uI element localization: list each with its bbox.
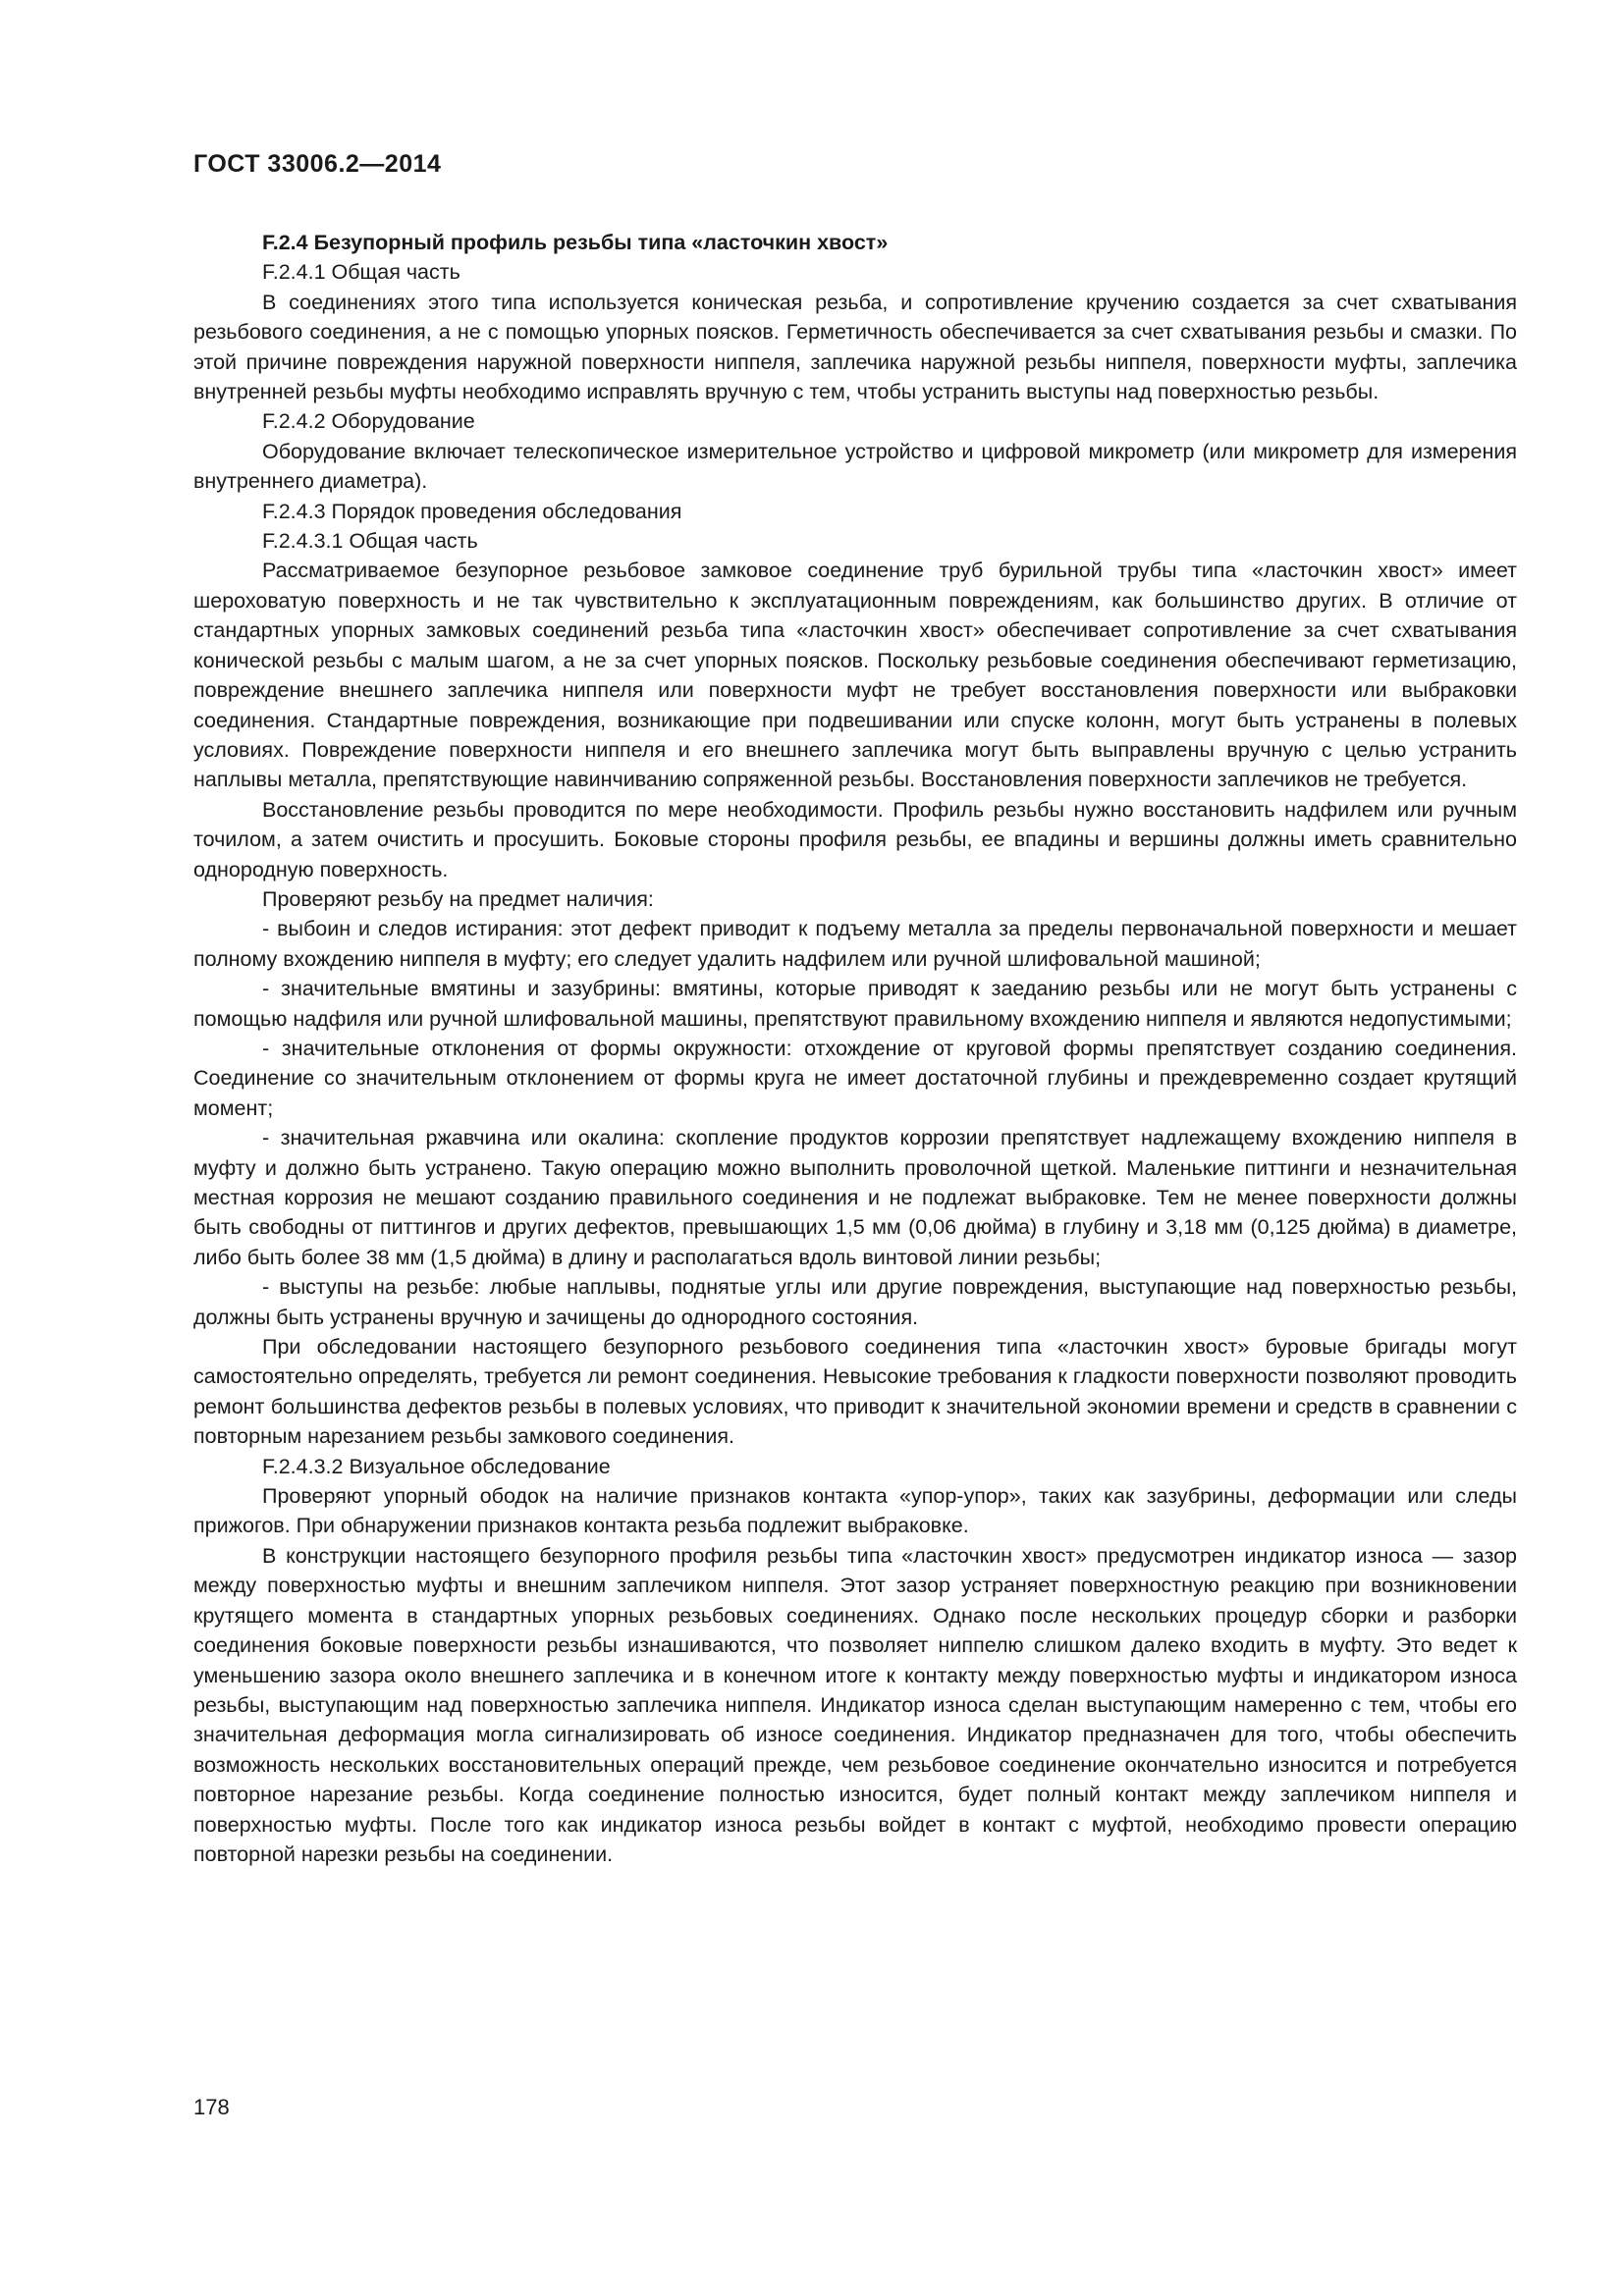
subsection-heading: F.2.4.3.2 Визуальное обследование xyxy=(262,1454,611,1478)
paragraph: Восстановление резьбы проводится по мере необходимости. Профиль резьбы нужно восстановить надфилем или ручным точилом, а затем очистить и просушить. Боковые стороны профиля резьбы, ее впадины и вершины должны иметь сравнительно однородную поверхность. xyxy=(193,797,1517,881)
paragraph: При обследовании настоящего безупорного резьбового соединения типа «ласточкин хвост» буровые бригады могут самостоятельно определять, требуется ли ремонт соединения. Невысокие требования к гладкости поверхности позволяют проводить ремонт большинства дефектов резьбы в полевых условиях, что приводит к значительной экономии времени и средств в сравнении с повторным нарезанием резьбы замкового соединения. xyxy=(193,1335,1517,1449)
paragraph: Оборудование включает телескопическое измерительное устройство и цифровой микрометр (или микрометр для измерения внутреннего диаметра). xyxy=(193,439,1517,494)
list-item: - значительная ржавчина или окалина: скопление продуктов коррозии препятствует надлежащему вхождению ниппеля в муфту и должно быть устранено. Такую операцию можно выполнить проволочной щеткой. Маленькие питтинги и незначительная местная коррозия не мешают созданию правильного соединения и не подлежат выбраковке. Тем не менее поверхности должны быть свободны от питтингов и других дефектов, превышающих 1,5 мм (0,06 дюйма) в глубину и 3,18 мм (0,125 дюйма) в диаметре, либо быть более 38 мм (1,5 дюйма) в длину и располагаться вдоль винтовой линии резьбы; xyxy=(193,1126,1517,1269)
paragraph: В конструкции настоящего безупорного профиля резьбы типа «ласточкин хвост» предусмотрен индикатор износа — зазор между поверхностью муфты и внешним заплечиком ниппеля. Этот зазор устраняет поверхностную реакцию при возникновении крутящего момента в стандартных упорных резьбовых соединениях. Однако после нескольких процедур сборки и разборки соединения боковые поверхности резьбы изнашиваются, что позволяет ниппелю слишком далеко входить в муфту. Это ведет к уменьшению зазора около внешнего заплечика и в конечном итоге к контакту между поверхностью муфты и индикатором износа резьбы, выступающим над поверхностью заплечика ниппеля. Индикатор износа сделан выступающим намеренно с тем, чтобы его значительная деформация могла сигнализировать об износе соединения. Индикатор предназначен для того, чтобы обеспечить возможность нескольких восстановительных операций прежде, чем резьбовое соединение окончательно износится и потребуется повторное нарезание резьбы. Когда соединение полностью износится, будет полный контакт между заплечиком ниппеля и поверхностью муфты. После того как индикатор износа резьбы войдет в контакт с муфтой, необходимо провести операцию повторной нарезки резьбы на соединении. xyxy=(193,1543,1517,1866)
paragraph: Рассматриваемое безупорное резьбовое замковое соединение труб бурильной трубы типа «ласточкин хвост» имеет шероховатую поверхность и не так чувствительно к эксплуатационным повреждениям, как большинство других. В отличие от стандартных упорных замковых соединений резьба типа «ласточкин хвост» обеспечивает сопротивление за счет схватывания конической резьбы с малым шагом, а не за счет упорных поясков. Поскольку резьбовые соединения обеспечивают герметизацию, повреждение внешнего заплечика ниппеля или поверхности муфт не требует восстановления поверхности или выбраковки соединения. Стандартные повреждения, возникающие при подвешивании или спуске колонн, могут быть устранены в полевых условиях. Повреждение поверхности ниппеля и его внешнего заплечика могут быть выправлены вручную с целью устранить наплывы металла, препятствующие навинчиванию сопряженной резьбы. Восстановления поверхности заплечиков не требуется. xyxy=(193,559,1517,792)
paragraph: Проверяют резьбу на предмет наличия: xyxy=(262,886,654,911)
section-title: F.2.4 Безупорный профиль резьбы типа «ласточкин хвост» xyxy=(262,231,889,254)
list-item: - значительные вмятины и зазубрины: вмятины, которые приводят к заеданию резьбы или не могут быть устранены с помощью надфиля или ручной шлифовальной машины, препятствуют правильному вхождению ниппеля и являются недопустимыми; xyxy=(193,977,1517,1031)
list-item: - выступы на резьбе: любые наплывы, поднятые углы или другие повреждения, выступающие над поверхностью резьбы, должны быть устранены вручную и зачищены до однородного состояния. xyxy=(193,1275,1517,1329)
subsection-heading: F.2.4.2 Оборудование xyxy=(262,409,475,434)
subsection-heading: F.2.4.3 Порядок проведения обследования xyxy=(262,499,682,523)
subsection-heading: F.2.4.1 Общая часть xyxy=(262,260,460,285)
document-body xyxy=(193,228,1517,1869)
page-number: 178 xyxy=(193,2095,230,2119)
document-header: ГОСТ 33006.2—2014 xyxy=(193,150,442,178)
paragraph: В соединениях этого типа используется коническая резьба, и сопротивление кручению создается за счет схватывания резьбового соединения, а не с помощью упорных поясков. Герметичность обеспечивается за счет схватывания резьбы и смазки. По этой причине повреждения наружной поверхности ниппеля, заплечика наружной резьбы ниппеля, поверхности муфты, заплечика внутренней резьбы муфты необходимо исправлять вручную с тем, чтобы устранить выступы над поверхностью резьбы. xyxy=(193,290,1517,404)
paragraph: Проверяют упорный ободок на наличие признаков контакта «упор-упор», таких как зазубрины, деформации или следы прижогов. При обнаружении признаков контакта резьба подлежит выбраковке. xyxy=(193,1484,1517,1538)
list-item: - значительные отклонения от формы окружности: отхождение от круговой формы препятствует созданию соединения. Соединение со значительным отклонением от формы круга не имеет достаточной глубины и преждевременно создает крутящий момент; xyxy=(193,1036,1517,1120)
list-item: - выбоин и следов истирания: этот дефект приводит к подъему металла за пределы первоначальной поверхности и мешает полному вхождению ниппеля в муфту; его следует удалить надфилем или ручной шлифовальной машиной; xyxy=(193,917,1517,971)
subsection-heading: F.2.4.3.1 Общая часть xyxy=(262,529,478,554)
